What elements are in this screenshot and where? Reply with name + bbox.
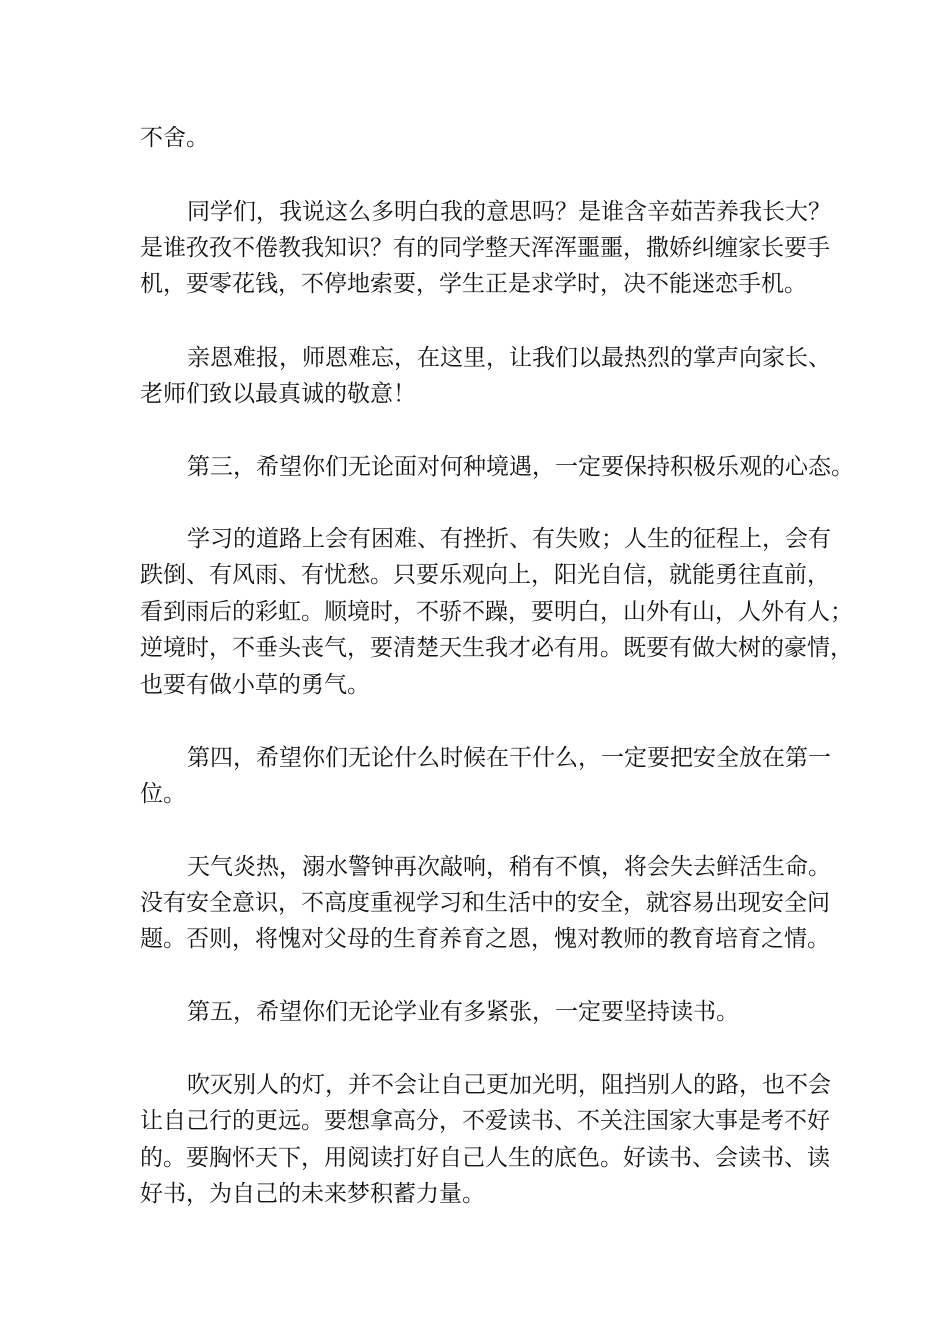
- text-line: 同学们，我说这么多明白我的意思吗？是谁含辛茹苦养我长大？: [187, 199, 831, 225]
- text-line: 逆境时，不垂头丧气，要清楚天生我才必有用。既要有做大树的豪情，: [140, 635, 853, 661]
- text-line: 不舍。: [140, 125, 209, 151]
- text-line: 第四，希望你们无论什么时候在干什么，一定要把安全放在第一: [187, 745, 831, 771]
- text-line: 是谁孜孜不倦教我知识？有的同学整天浑浑噩噩，撒娇纠缠家长要手: [140, 235, 830, 261]
- text-line: 学习的道路上会有困难、有挫折、有失败；人生的征程上，会有: [187, 526, 831, 552]
- text-line: 的。要胸怀天下，用阅读打好自己人生的底色。好读书、会读书、读: [140, 1145, 830, 1171]
- text-line: 第五，希望你们无论学业有多紧张，一定要坚持读书。: [187, 999, 739, 1025]
- text-line: 机，要零花钱，不停地索要，学生正是求学时，决不能迷恋手机。: [140, 271, 807, 297]
- text-line: 没有安全意识，不高度重视学习和生活中的安全，就容易出现安全问: [140, 890, 830, 916]
- text-line: 吹灭别人的灯，并不会让自己更加光明，阻挡别人的路，也不会: [187, 1072, 831, 1098]
- text-line: 看到雨后的彩虹。顺境时，不骄不躁，要明白，山外有山，人外有人；: [140, 599, 853, 625]
- text-line: 也要有做小草的勇气。: [140, 672, 370, 698]
- text-line: 题。否则，将愧对父母的生育养育之恩，愧对教师的教育培育之情。: [140, 926, 830, 952]
- text-line: 第三，希望你们无论面对何种境遇，一定要保持积极乐观的心态。: [187, 454, 854, 480]
- text-line: 跌倒、有风雨、有忧愁。只要乐观向上，阳光自信，就能勇往直前，: [140, 562, 830, 588]
- text-line: 让自己行的更远。要想拿高分，不爱读书、不关注国家大事是考不好: [140, 1108, 830, 1134]
- text-line: 位。: [140, 781, 186, 807]
- text-line: 亲恩难报，师恩难忘，在这里，让我们以最热烈的掌声向家长、: [187, 345, 831, 371]
- text-line: 天气炎热，溺水警钟再次敲响，稍有不慎，将会失去鲜活生命。: [187, 854, 831, 880]
- text-line: 好书，为自己的未来梦积蓄力量。: [140, 1181, 485, 1207]
- text-line: 老师们致以最真诚的敬意！: [140, 381, 416, 407]
